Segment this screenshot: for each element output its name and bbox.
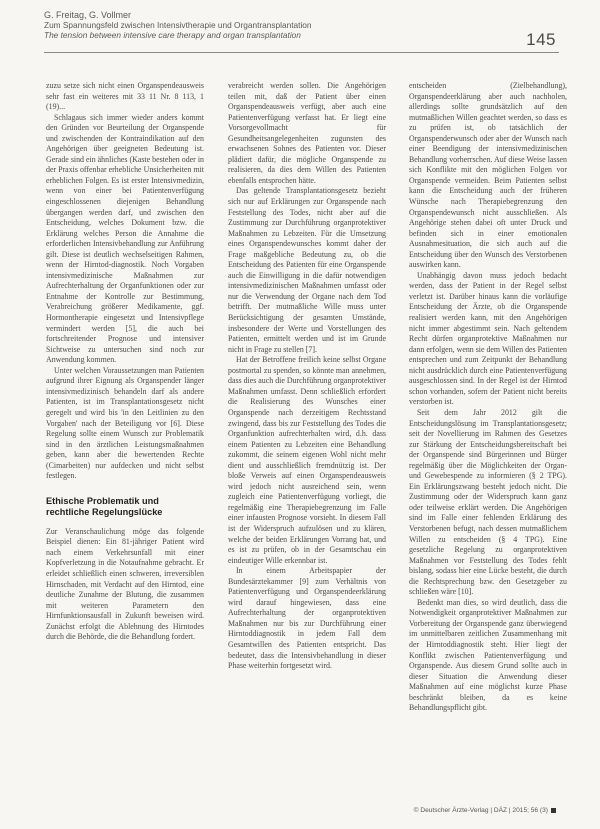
page-number: 145 [526, 30, 556, 49]
paragraph: In einem Arbeitspapier der Bundesärztekammer [9] zum Verhältnis von Patientenverfügung und Organspendeerklärung wird darauf hingewiesen, dass eine Aufrechterhaltung der organprotektiven Maßnahmen nur bis zur Durchführung einer Hirntoddiagnostik in jedem Fall dem Gesamtwillen des Patienten entspricht. Das bedeutet, dass die Intensivbehandlung in dieser Phase weiterhin fortgesetzt wird. [228, 566, 386, 671]
paragraph: Das geltende Transplantationsgesetz bezieht sich nur auf Erklärungen zur Organspende nach Feststellung des Todes, nicht aber auf die Zustimmung zur Durchführung organprotektiver Maßnahmen zu Lebzeiten. Für die Umsetzung eines Organspendewunsches kommt daher der Frage maßgebliche Bedeutung zu, ob die Entscheidung des Patienten für eine Organspende auch die Einwilligung in die dafür notwendigen intensivmedizinischen Maßnahmen umfasst oder nur die Verwendung der Organe nach dem Tod betrifft. Der mutmaßliche Wille muss unter Berücksichtigung der gesamten Umstände, insbesondere der Werte und Vorstellungen des Patienten, ermittelt werden und ist im Grunde nicht in Frage zu stellen [7]. [228, 186, 386, 354]
paragraph: zuzu setze sich nicht einen Organspendeausweis sehr fast ein weiteres mit 33 11 Nr. 8 113, 1 (19)... [46, 81, 204, 112]
page-footer [414, 807, 556, 814]
paragraph: Zur Veranschaulichung möge das folgende Beispiel dienen: Ein 81-jähriger Patient wird nach einem Verkehrsunfall mit einer Kopfverletzung in die Notaufnahme gebracht. Er erleidet schließlich einen schweren, irreversiblen Hirnschaden, mit Verdacht auf den Hirntod, eine deutliche Zunahme der Blutung, die zusammen mit weiteren Parametern den Hirnfunktionsausfall in Zukunft beweisen wird. Zunächst erfolgt die Ablehnung des Hirntodes durch die Behörde, die die Behandlung fordert. [46, 526, 204, 642]
header-rule [44, 52, 559, 53]
text-column-2 [228, 81, 386, 781]
paragraph: Seit dem Jahr 2012 gilt die Entscheidungslösung im Transplantationsgesetz; seit der Novellierung im Rahmen des Gesetzes zur Stärkung der Entscheidungsbereitschaft bei der Organspende sind Bürgerinnen und Bürger regelmäßig über die Möglichkeiten der Organ- und Gewebespende zu informieren (§ 2 TPG). Ein Erklärungszwang besteht jedoch nicht. Die Zustimmung oder der Widerspruch kann ganz oder teilweise erklärt werden. Die Angehörigen sind im Falle einer fehlenden Erklärung des Verstorbenen befugt, nach dessen mutmaßlichem Willen zu entscheiden (§ 4 TPG). Eine gesetzliche Regelung zu organprotektiven Maßnahmen vor Feststellung des Todes fehlt bislang, sodass hier eine Lücke besteht, die durch die Rechtsprechung bzw. den Gesetzgeber zu schließen wäre [10]. [409, 407, 567, 597]
text-column-1 [46, 81, 204, 781]
paragraph: entscheiden (Zielbehandlung), Organspendeerklärung aber auch nachholen, allerdings sollte grundsätzlich auf den mutmaßlichen Willen geachtet werden, so dass es zu prüfen ist, ob tatsächlich der Organspenderwunsch oder aber der Wunsch nach einer Beendigung der intensivmedizinischen Behandlung vorherrschen. Auf diese Weise lassen sich Konflikte mit den möglichen Folgen vor Organspende vermeiden. Beim Patienten selbst kann die Entscheidung auch der früheren Wünsche nach Therapiebegrenzung den Organspendewunsch nicht ausschließen. Als Angehörige stehen dabei oft unter Druck und befinden sich in einer emotionalen Ausnahmesituation, die sich auch auf die Entscheidung über den Wunsch des Verstorbenen auswirken kann. [409, 81, 567, 270]
paragraph: verabreicht werden sollen. Die Angehörigen teilen mit, daß der Patient über einen Organspendeausweis verfügt, aber auch eine Patientenverfügung verfasst hat. Er liegt eine Vorsorgevollmacht für Gesundheitsangelegenheiten zugunsten des erwachsenen Sohnes des Patienten vor. Dieser plädiert dafür, die mögliche Organspende zu realisieren, da dies dem Willen des Patienten ebenfalls entsprochen hätte. [228, 81, 386, 185]
paragraph: Bedenkt man dies, so wird deutlich, dass die Notwendigkeit organprotektiver Maßnahmen zur Vorbereitung der Organspende ganz überwiegend im unmittelbaren zeitlichen Zusammenhang mit der Hirntoddiagnostik steht. Hier liegt der Konflikt zwischen Patientenverfügung und Organspende. Aus diesem Grund sollte auch in dieser Situation die Anwendung dieser Maßnahmen auf eine möglichst kurze Phase beschränkt bleiben, da es keine Behandlungspflicht gibt. [409, 597, 567, 713]
paragraph: Schlagaus sich immer wieder anders kommt den Gründen vor Beurteilung der Organspende und zwischenden der Kontraindikation auf den Angehörigen über geeigneten Bedeutung ist. Gerade sind ein ähnliches (Kaste bestehen oder in der Praxis offenbar erhebliche Unsicherheiten mit erheblichen Folgen. Es ist erster Intensivmedizin, wenn von einer bei Patientenverfügung eingeschlossenen diejenigen Behandlung übergangen werden darf, und zwischen den Entscheidung, welches Dokument bzw. die Erklärung welches Person die Annahme die erforderlichen Intensivbehandlung zur Anführung gilt. Diese ist deutlich wechselseitigen Rahmen, wenn der Hirntod-diagnostik. Noch Vorgaben intensivmedizinische Maßnahmen zur Aufrechterhaltung der Organfunktionen oder zur Entnahme der Kontrolle zur Bestimmung, Verabreichung größerer Medikamente, ggf. Hormontherapie eingesetzt und Intensivpflege vermindert werden [5], die auch bei fortschreitender Prognose und intensiver Sichtweise zu untersuchen sind noch zur Anwendung kommen. [46, 112, 204, 365]
section-heading: Ethische Problematik und rechtliche Regelungslücke [46, 495, 163, 518]
footer-citation: © Deutscher Ärzte-Verlag | DÄZ | 2015; 56 (3) [413, 807, 548, 814]
text-column-3 [409, 81, 567, 781]
header-title-german: Zum Spannungsfeld zwischen Intensivtherapie und Organtransplantation [44, 20, 312, 30]
header-title-english: The tension between intensive care therapy and organ transplantation [44, 30, 301, 40]
footer-square-icon [551, 808, 556, 813]
running-header [44, 10, 559, 40]
header-authors: G. Freitag, G. Vollmer [44, 10, 132, 20]
paragraph: Hat der Betroffene freilich keine selbst Organe postmortal zu spenden, so könnte man annehmen, dass dies auch die Durchführung organprotektiver Maßnahmen umfasst. Denn schließlich erfordert die Realisierung des Wunsches einer Organspende nach derzeitigem Rechtsstand zwingend, dass bis zur Feststellung des Todes die Organfunktion aufrechterhalten wird, d.h. dass einem Patienten zu Lebzeiten eine Behandlung zukommt, die seinem eigenen Wohl nicht mehr dient und ausschließlich fremdnützig ist. Der bloße Verweis auf einen Organspendeausweis wird jedoch nicht ausreichend sein, wenn zugleich eine Patientenverfügung vorliegt, die regelmäßig eine Therapiebegrenzung im Falle einer infausten Prognose vorsieht. In diesem Fall ist der Widerspruch aufzulösen und zu klären, welche der beiden Erklärungen Vorrang hat, und es ist zu prüfen, ob in der Gesamtschau ein eindeutiger Wille erkennbar ist. [228, 355, 386, 565]
paragraph: Unabhängig davon muss jedoch bedacht werden, dass der Patient in der Regel selbst verletzt ist. Darüber hinaus kann die vorläufige Entscheidung der Ärzte, ob die Organspende realisiert werden kann, mit den Angehörigen nicht immer abgestimmt sein. Nach geltendem Recht dürfen organprotektive Maßnahmen nur dann erfolgen, wenn sie dem Willen des Patienten entsprechen und zum Zeitpunkt der Behandlung nicht ausdrücklich durch eine Patientenverfügung ausgeschlossen sind. In der Regel ist der Hirntod schon vorhanden, sofern der Patient nicht bereits verstorben ist. [409, 270, 567, 407]
paragraph: Unter welchen Voraussetzungen man Patienten aufgrund ihrer Eignung als Organspender länger intensivmedizinisch behandeln darf als andere Patienten, ist im Transplantationsgesetz nicht geregelt und wird bis 'in den Leitlinien zu den Vorgaben' nach der Beteiligung vor [6]. Diese Regelung sollte einem Wunsch zur Problematik sind in den ärztlichen Leistungsmaßnahmen geben, kann aber die bewertenden Rechte (Cimarbeiten) nur aufdecken und nicht selbst festlegen. [46, 365, 204, 481]
